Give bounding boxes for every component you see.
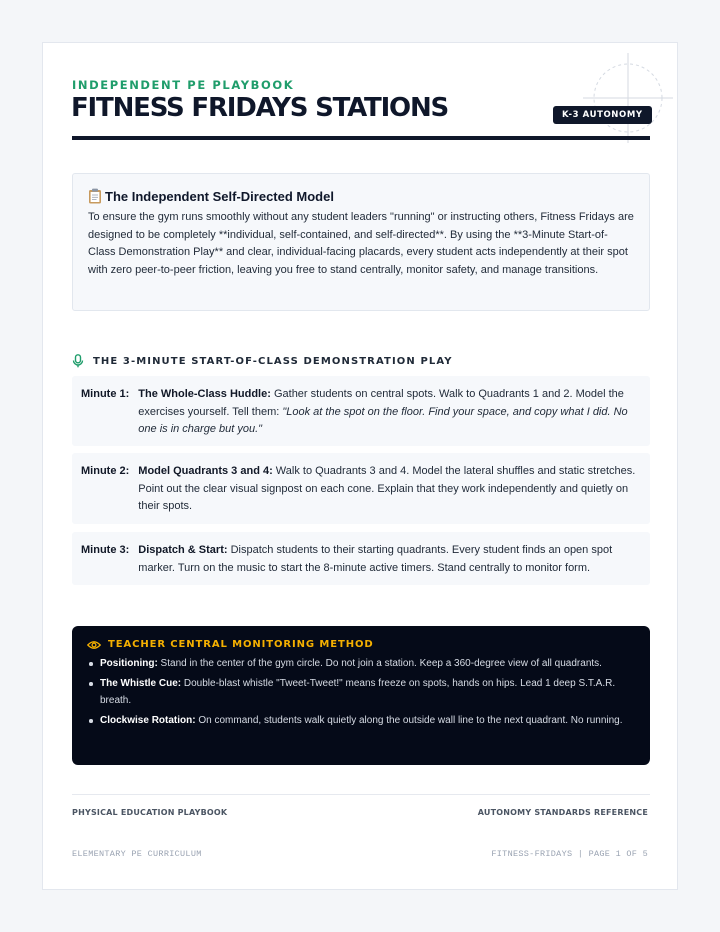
minute-quote: "Look at the spot on the floor. Find your space, and copy what I did. No one is in charge but you." [138,405,628,435]
footer-meta-left: ELEMENTARY PE CURRICULUM [72,849,202,859]
item-text: On command, students walk quietly along the outside wall line to the next quadrant. No running. [195,715,623,726]
minute-text [138,463,642,524]
demo-section-heading: THE 3-MINUTE START-OF-CLASS DEMONSTRATION PLAY [93,355,453,367]
minute-description: Gather students on central spots. Walk to Quadrants 1 and 2. Model the exercises yourself. Tell them: [138,388,624,418]
page-title: FITNESS FRIDAYS STATIONS [71,93,449,123]
minute-card-1 [72,376,650,446]
monitoring-list [87,655,635,729]
footer-divider [72,794,650,795]
microphone-icon [72,354,84,368]
minute-label: Minute 2: [81,465,130,477]
minute-label: Minute 1: [81,388,130,400]
list-item [87,655,635,672]
model-body: To ensure the gym runs smoothly without any student leaders "running" or instructing others, Fitness Fridays are designed to be completely **individual, self-contained, and self-directed**. By using the **3-Minute Start-of-Class Demonstration Play** and clear, individual-facing placards, every student acts independently at their spot with zero peer-to-peer friction, leaving you free to stand centrally, monitor safety, and manage transitions. [88,211,634,276]
crosshair-decoration [583,53,673,143]
grade-badge: K-3 AUTONOMY [553,106,652,124]
list-item [87,675,635,709]
minute-card-2 [72,453,650,524]
monitoring-heading: TEACHER CENTRAL MONITORING METHOD [108,639,374,650]
item-text: Stand in the center of the gym circle. Do not join a station. Keep a 360-degree view of all quadrants. [157,658,602,669]
minute-text [138,386,642,446]
minute-description: Walk to Quadrants 3 and 4. Model the lateral shuffles and static stretches. Point out the clear visual signpost on each cone. Explain that they work independently and quietly on their spots. [138,465,636,512]
model-heading-row [88,188,634,204]
list-item [87,712,635,729]
minute-text [138,542,642,585]
document-page [42,42,678,890]
monitoring-callout [72,626,650,765]
model-heading: The Independent Self-Directed Model [105,188,334,204]
minute-title: Dispatch & Start: [138,544,228,556]
minute-card-3 [72,532,650,585]
page-kicker: INDEPENDENT PE PLAYBOOK [72,78,295,92]
clipboard-icon [88,188,102,204]
title-divider [72,136,650,140]
footer-meta-right: FITNESS-FRIDAYS | PAGE 1 OF 5 [491,849,648,859]
footer-left: PHYSICAL EDUCATION PLAYBOOK [72,808,228,817]
model-callout [72,173,650,311]
footer-right: AUTONOMY STANDARDS REFERENCE [477,808,648,817]
monitoring-heading-row [87,639,635,650]
item-term: Clockwise Rotation: [100,715,196,726]
minute-title: Model Quadrants 3 and 4: [138,465,273,477]
demo-section-heading-row [72,354,453,368]
minute-description: Dispatch students to their starting quadrants. Every student finds an open spot marker. Turn on the music to start the 8-minute active timers. Stand centrally to monitor form. [138,544,613,574]
item-text: Double-blast whistle "Tweet-Tweet!" means freeze on spots, hands on hips. Lead 1 deep S.T.A.R. breath. [100,678,616,706]
minute-title: The Whole-Class Huddle: [138,388,271,400]
item-term: The Whistle Cue: [100,678,182,689]
eye-icon [87,640,101,650]
minute-label: Minute 3: [81,544,130,556]
item-term: Positioning: [100,658,158,669]
